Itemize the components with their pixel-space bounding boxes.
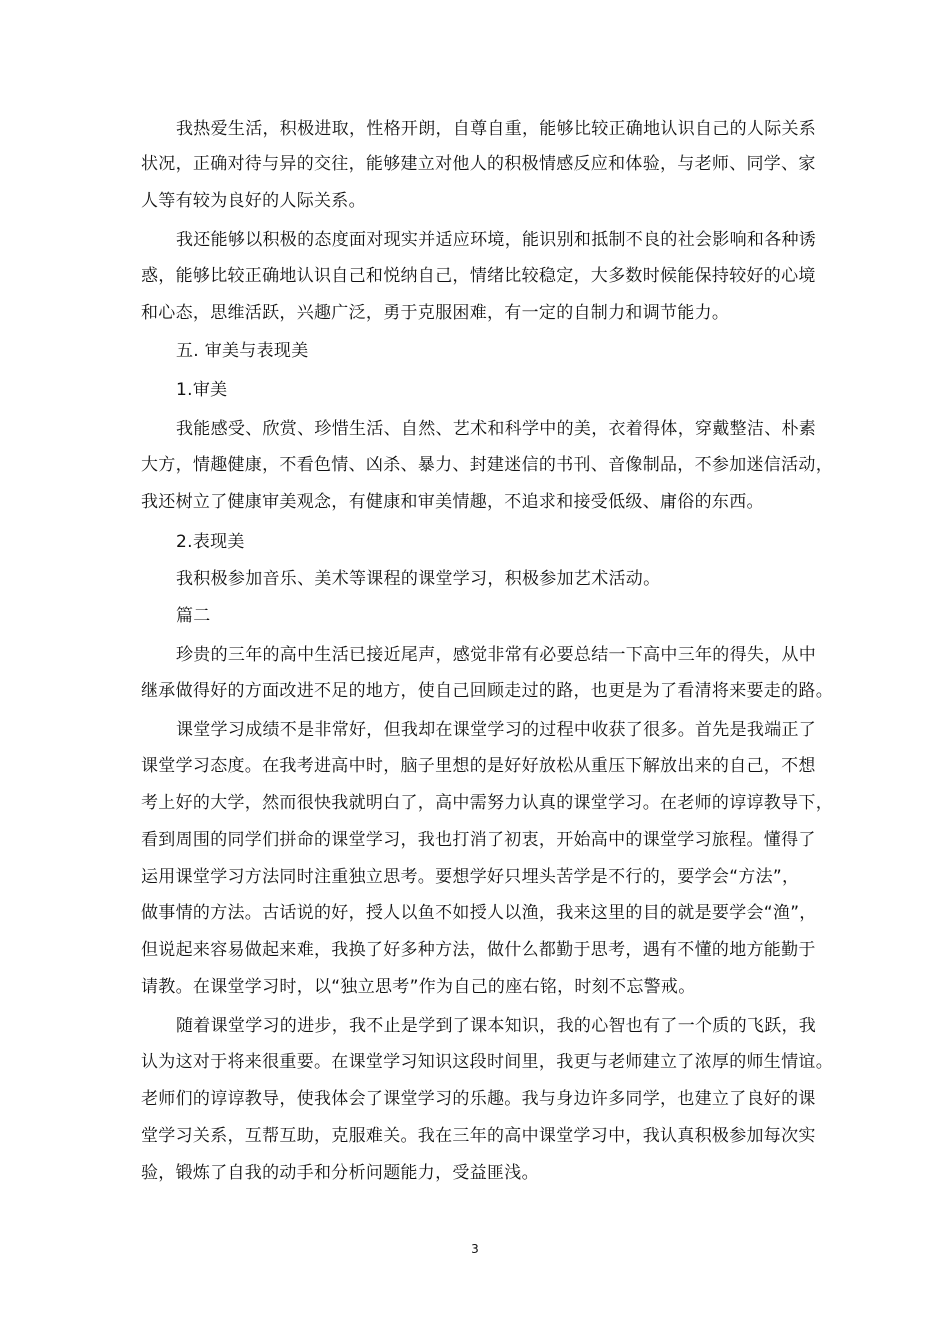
text-line: 惑，能够比较正确地认识自己和悦纳自己，情绪比较稳定，大多数时候能保持较好的心境	[141, 266, 816, 286]
page-number: 3	[471, 1242, 479, 1256]
section-heading: 篇二	[176, 606, 211, 626]
text-line: 请教。在课堂学习时，以“独立思考”作为自己的座右铭，时刻不忘警戒。	[141, 977, 696, 997]
text-line: 我能感受、欣赏、珍惜生活、自然、艺术和科学中的美，衣着得体，穿戴整洁、朴素	[176, 419, 817, 439]
text-line: 继承做得好的方面改进不足的地方，使自己回顾走过的路，也更是为了看清将来要走的路。	[141, 681, 833, 701]
text-line: 课堂学习成绩不是非常好，但我却在课堂学习的过程中收获了很多。首先是我端正了	[176, 720, 817, 740]
text-line: 但说起来容易做起来难，我换了好多种方法，做什么都勤于思考，遇有不懂的地方能勤于	[141, 940, 816, 960]
text-line: 我热爱生活，积极进取，性格开朗，自尊自重，能够比较正确地认识自己的人际关系	[176, 119, 817, 139]
text-line: 状况，正确对待与异的交往，能够建立对他人的积极情感反应和体验，与老师、同学、家	[141, 154, 816, 174]
text-line: 随着课堂学习的进步，我不止是学到了课本知识，我的心智也有了一个质的飞跃，我	[176, 1016, 817, 1036]
text-line: 我还树立了健康审美观念，有健康和审美情趣，不追求和接受低级、庸俗的东西。	[141, 492, 764, 512]
text-line: 做事情的方法。古话说的好，授人以鱼不如授人以渔，我来这里的目的就是要学会“渔”，	[141, 903, 817, 923]
text-line: 我积极参加音乐、美术等课程的课堂学习，积极参加艺术活动。	[176, 569, 661, 589]
subsection-heading: 1.审美	[176, 380, 228, 400]
text-line: 老师们的谆谆教导，使我体会了课堂学习的乐趣。我与身边许多同学，也建立了良好的课	[141, 1089, 816, 1109]
text-line: 认为这对于将来很重要。在课堂学习知识这段时间里，我更与老师建立了浓厚的师生情谊。	[141, 1052, 833, 1072]
text-line: 考上好的大学，然而很快我就明白了，高中需努力认真的课堂学习。在老师的谆谆教导下，	[141, 793, 833, 813]
text-line: 我还能够以积极的态度面对现实并适应环境，能识别和抵制不良的社会影响和各种诱	[176, 230, 817, 250]
section-heading: 五. 审美与表现美	[176, 341, 309, 361]
text-line: 人等有较为良好的人际关系。	[141, 191, 366, 211]
text-line: 堂学习关系，互帮互助，克服难关。我在三年的高中课堂学习中，我认真积极参加每次实	[141, 1126, 816, 1146]
text-line: 课堂学习态度。在我考进高中时，脑子里想的是好好放松从重压下解放出来的自己，不想	[141, 756, 816, 776]
subsection-heading: 2.表现美	[176, 532, 245, 552]
text-line: 大方，情趣健康，不看色情、凶杀、暴力、封建迷信的书刊、音像制品，不参加迷信活动，	[141, 455, 833, 475]
text-line: 运用课堂学习方法同时注重独立思考。要想学好只埋头苦学是不行的，要学会“方法”，	[141, 867, 800, 887]
text-line: 看到周围的同学们拼命的课堂学习，我也打消了初衷，开始高中的课堂学习旅程。懂得了	[141, 830, 816, 850]
text-line: 珍贵的三年的高中生活已接近尾声，感觉非常有必要总结一下高中三年的得失，从中	[176, 645, 817, 665]
text-line: 和心态，思维活跃，兴趣广泛，勇于克服困难，有一定的自制力和调节能力。	[141, 303, 730, 323]
text-line: 验，锻炼了自我的动手和分析问题能力，受益匪浅。	[141, 1163, 539, 1183]
